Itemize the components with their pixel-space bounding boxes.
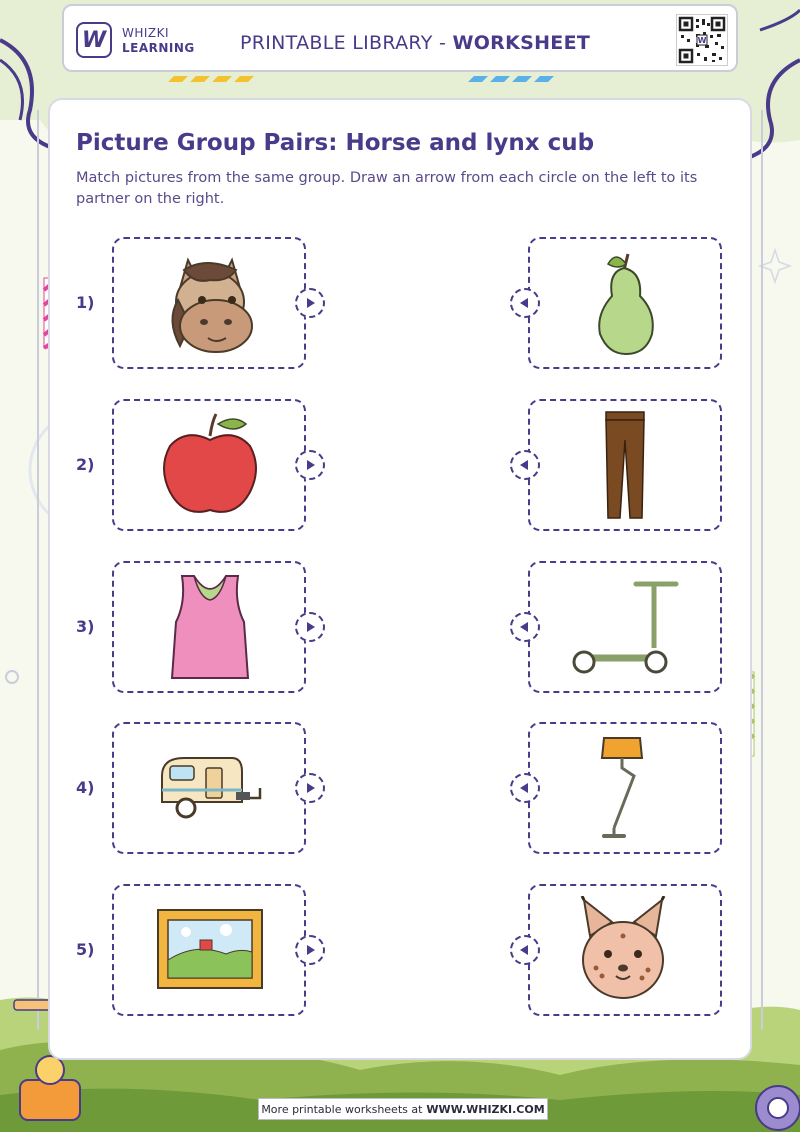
row-number-5: 5) — [76, 940, 95, 959]
right-connector-dot-5[interactable] — [510, 935, 540, 965]
horse-face-icon — [158, 250, 262, 358]
trousers-icon — [602, 410, 648, 522]
right-connector-dot-3[interactable] — [510, 612, 540, 642]
play-right-icon — [304, 621, 316, 633]
footer-text: More printable worksheets at — [261, 1102, 423, 1116]
left-connector-dot-5[interactable] — [295, 935, 325, 965]
left-connector-dot-3[interactable] — [295, 612, 325, 642]
pear-icon — [588, 250, 658, 358]
row-number-1: 1) — [76, 293, 95, 312]
play-left-icon — [519, 459, 531, 471]
right-connector-dot-4[interactable] — [510, 773, 540, 803]
right-connector-dot-1[interactable] — [510, 288, 540, 318]
qr-code-icon — [676, 14, 728, 66]
tank-top-icon — [168, 572, 252, 682]
play-left-icon — [519, 944, 531, 956]
logo-text-learning: LEARNING — [122, 41, 195, 55]
footer-banner — [258, 1098, 548, 1120]
row-number-4: 4) — [76, 778, 95, 797]
camper-trailer-icon — [156, 752, 264, 822]
header-title-bold: WORKSHEET — [452, 32, 591, 54]
row-number-3: 3) — [76, 617, 95, 636]
play-left-icon — [519, 782, 531, 794]
svg-text:W: W — [697, 36, 707, 45]
left-connector-dot-4[interactable] — [295, 773, 325, 803]
right-connector-dot-2[interactable] — [510, 450, 540, 480]
play-right-icon — [304, 459, 316, 471]
logo-text-whizki: WHIZKI — [122, 26, 170, 40]
framed-landscape-painting-icon — [156, 908, 264, 990]
play-right-icon — [304, 782, 316, 794]
whizki-logo-icon: W — [76, 22, 112, 58]
left-connector-dot-2[interactable] — [295, 450, 325, 480]
header-title — [240, 32, 590, 54]
play-right-icon — [304, 297, 316, 309]
floor-lamp-icon — [596, 734, 648, 842]
play-left-icon — [519, 621, 531, 633]
header-bar — [62, 4, 738, 72]
header-title-prefix: PRINTABLE LIBRARY - — [240, 32, 453, 54]
left-connector-dot-1[interactable] — [295, 288, 325, 318]
worksheet-instructions: Match pictures from the same group. Draw an arrow from each circle on the left to its partner on the right. — [76, 170, 698, 207]
worksheet-title: Picture Group Pairs: Horse and lynx cub — [76, 130, 595, 156]
play-right-icon — [304, 944, 316, 956]
play-left-icon — [519, 297, 531, 309]
footer-link[interactable]: WWW.WHIZKI.COM — [426, 1102, 545, 1116]
kick-scooter-icon — [570, 578, 682, 674]
row-number-2: 2) — [76, 455, 95, 474]
lynx-cub-face-icon — [576, 896, 670, 1004]
gear-decoration — [756, 1086, 800, 1130]
apple-icon — [160, 410, 260, 520]
